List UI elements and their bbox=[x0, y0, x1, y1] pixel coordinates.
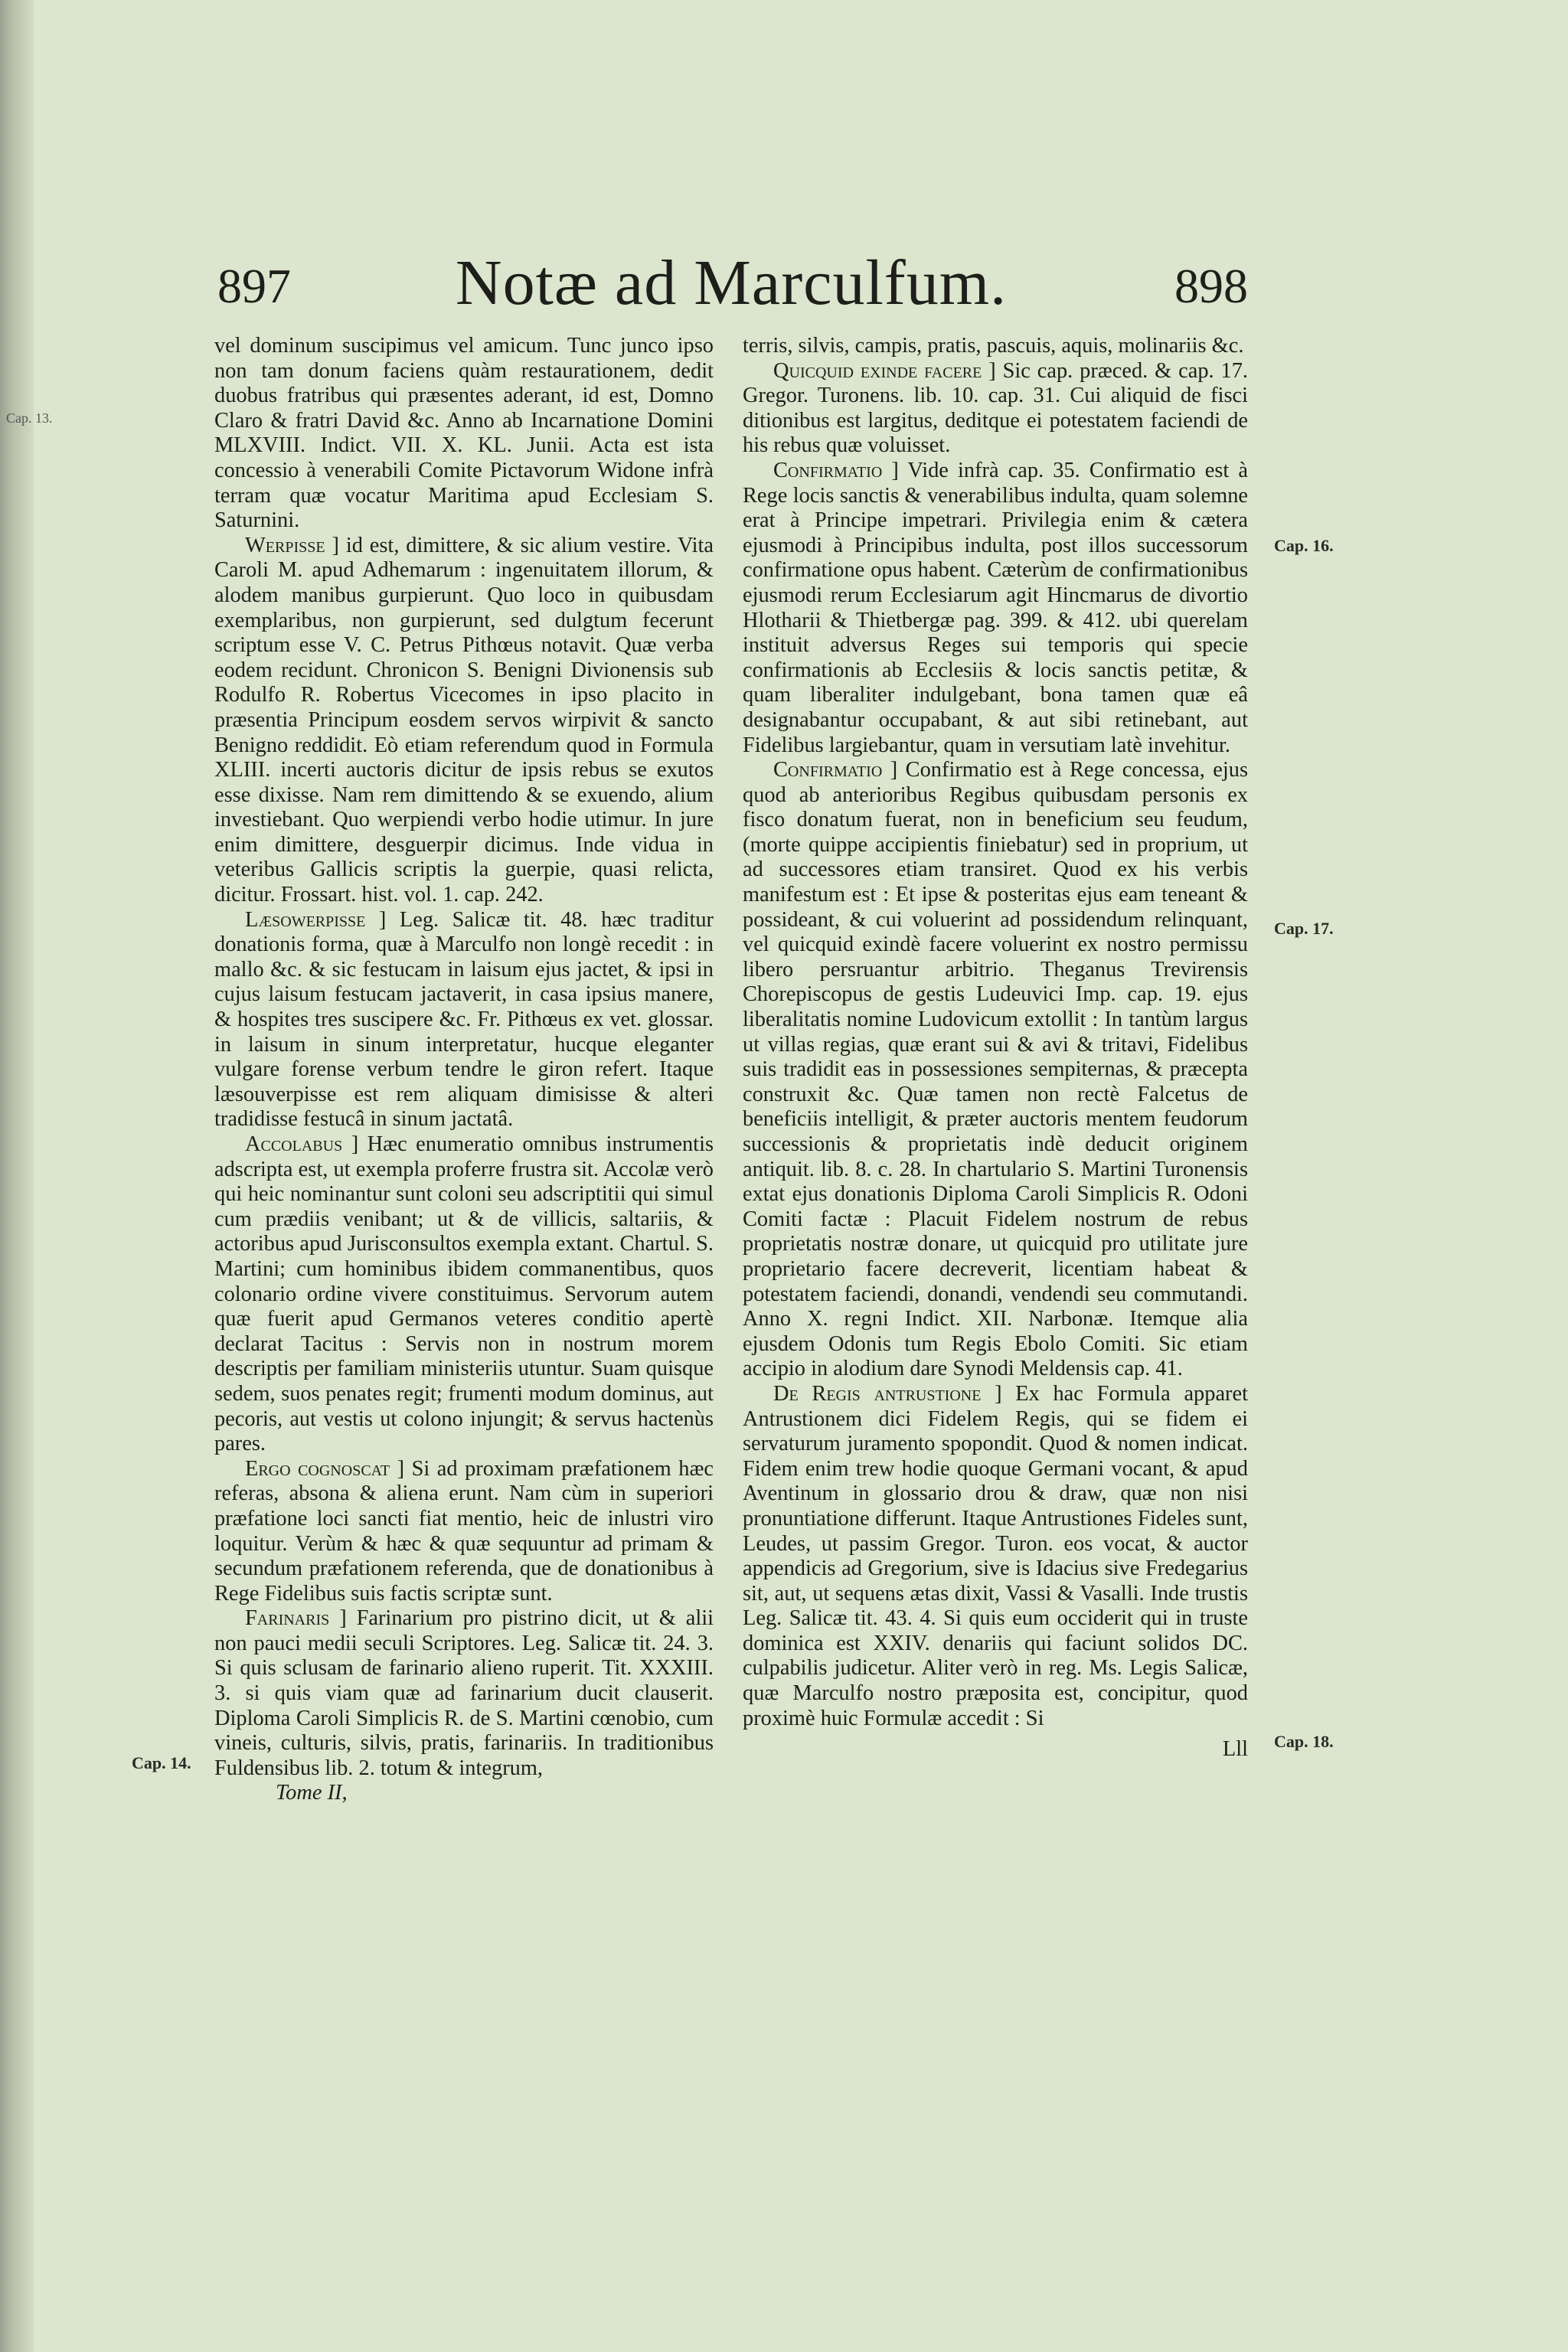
margin-note-cap16: Cap. 16. bbox=[1274, 536, 1334, 555]
gutter-note: Cap. 13. bbox=[6, 410, 53, 426]
paragraph bbox=[743, 758, 1248, 1382]
lemma: Confirmatio bbox=[773, 758, 883, 782]
lemma: Ergo cognoscat bbox=[245, 1456, 390, 1481]
left-page-number: 897 bbox=[217, 259, 291, 313]
paragraph bbox=[214, 1457, 714, 1607]
running-title: Notæ ad Marculfum. bbox=[455, 247, 1008, 318]
paragraph-text: ] Farinarium pro pistrino dicit, ut & alii non pauci medii seculi Scriptores. Leg. Salicæ tit. 24. 3. Si quis sclusam de farinario alieno ruperit. Tit. XXXIII. 3. si quis viam quæ ad farinarium ducit clauserit. Diploma Caroli Simplicis R. de S. Martini cœnobio, cum vineis, culturis, silvis, pratis, farinariis. In traditionibus Fuldensibus lib. 2. totum & integrum, bbox=[214, 1606, 714, 1780]
lemma: Farinaris bbox=[245, 1606, 330, 1631]
book-spine-shadow bbox=[0, 0, 34, 2352]
lemma: Werpisse bbox=[245, 533, 325, 557]
paragraph-text: ] Vide infrà cap. 35. Confirmatio est à Rege locis sanctis & venerabilibus indulta, quam solemne erat à Principe impetrari. Privilegia enim & cætera ejusmodi à Principibus indulta, post illos successorum confirmatione opus habent. Cæterùm de confirmationibus ejusmodi rerum Ecclesiarum agit Hincmarus de divortio Hlotharii & Thietbergæ pag. 399. & 412. ubi querelam instituit adversus Reges sui temporis qui specie confirmationis ab Ecclesiis & locis sanctis petitæ, & quam liberaliter indulgebant, bona tamen quæ eâ designabantur occupabant, & aut sibi retinebant, aut Fidelibus largiebantur, quam in versutiam latè invehitur. bbox=[743, 458, 1248, 757]
paragraph bbox=[214, 1606, 714, 1781]
paragraph-text: ] Si ad proximam præfationem hæc referas, absona & aliena erunt. Nam cùm in superiori præfatione loci sancti fiat mentio, heic de inlustri viro loquitur. Verùm & hæc & quæ sequuntur ad primam & secundum præfationem referenda, que de donationibus à Rege Fidelibus suis factis scriptæ sunt. bbox=[214, 1456, 714, 1606]
paragraph bbox=[214, 534, 714, 908]
paragraph bbox=[214, 908, 714, 1132]
lemma: Quicquid exinde facere bbox=[773, 358, 982, 383]
paragraph-text: ] Hæc enumeratio omnibus instrumentis adscripta est, ut exempla proferre frustra sit. Accolæ verò qui heic nominantur sunt coloni seu adscriptitii qui simul cum prædiis venibant; ut & de villicis, saltariis, & actoribus apud Jurisconsultos exempla extant. Chartul. S. Martini; cum hominibus ibidem commanentibus, quos colonario ordine vivere constituimus. Servorum autem quæ fuerit apud Germanos veteres conditio apertè declarat Tacitus : Servis non in nostrum morem descriptis per familiam ministeriis utuntur. Suam quisque sedem, suos penates regit; frumenti modum dominus, aut pecoris, aut vestis ut colono injungit; & servus hactenùs pares. bbox=[214, 1132, 714, 1456]
margin-note-cap14: Cap. 14. bbox=[132, 1753, 191, 1772]
signature-mark: Lll bbox=[1222, 1737, 1248, 1762]
paragraph-text: ] Leg. Salicæ tit. 48. hæc traditur donationis forma, quæ à Marculfo non longè recedit : in mallo &c. & sic festucam in laisum ejus jactet, & ipsi in cujus laisum festucam jactaverit, in casa ipsius manere, & hospites tres suscipere &c. Fr. Pithœus ex vet. glossar. in laisum in sinum interpretatur, hucque eleganter vulgare forense verbum tendre le giron refert. Itaque læsouverpisse est rem aliquam dimisisse & alteri tradidisse festucâ in sinum jactatâ. bbox=[214, 907, 714, 1132]
margin-note-cap17: Cap. 17. bbox=[1274, 919, 1334, 938]
lemma: De Regis antrustione bbox=[773, 1381, 982, 1406]
lemma: Confirmatio bbox=[773, 458, 883, 482]
page-header bbox=[214, 247, 1248, 335]
lemma: Accolabus bbox=[245, 1132, 343, 1156]
paragraph bbox=[743, 459, 1248, 758]
paragraph-text: ] Ex hac Formula apparet Antrustionem dici Fidelem Regis, qui se fidem ei servaturum juramento spopondit. Quod & nomen indicat. Fidem enim trew hodie quoque Germani vocant, & apud Aventinum in glossario drou & draw, quæ non nisi pronuntiatione differunt. Itaque Antrustiones Fideles sunt, Leudes, ut passim Gregor. Turon. eos vocat, & auctor appendicis ad Gregorium, sive is Idacius sive Fredegarius sit, aut, ut sequens ætas dixit, Vassi & Vasalli. Inde trustis Leg. Salicæ tit. 43. 4. Si quis eum occiderit qui in truste dominica est XXIV. denariis qui faciunt solidos DC. culpabilis judicetur. Aliter verò in reg. Ms. Legis Salicæ, quæ Marculfo nostro præposita est, concipitur, quod proximè huic Formulæ accedit : Si bbox=[743, 1381, 1248, 1730]
paragraph bbox=[743, 359, 1248, 459]
paragraph-text: ] id est, dimittere, & sic alium vestire. Vita Caroli M. apud Adhemarum : ingenuitatem illorum, & alodem manibus gurpierunt. Quo loco in quibusdam exemplaribus, non gurpierunt, sed dulgtum fecerunt scriptum esse V. C. Petrus Pithœus notavit. Quæ verba eodem recidunt. Chronicon S. Benigni Divionensis sub Rodulfo R. Robertus Vicecomes in ipso placito in præsentia Principum eosdem servos wirpivit & sancto Benigno reddidit. Eò etiam referendum quod in Formula XLIII. incerti auctoris dicitur de ipsis rebus se exutos esse dixisse. Nam rem dimittendo & se exuendo, alium investiebant. Quo werpiendi verbo hodie utimur. In jure enim dimittere, desguerpir dicimus. Inde vidua in veteribus Gallicis scriptis la guerpie, quasi relicta, dicitur. Frossart. hist. vol. 1. cap. 242. bbox=[214, 533, 714, 907]
volume-mark: Tome II, bbox=[276, 1781, 348, 1805]
paragraph-text: ] Confirmatio est à Rege concessa, ejus quod ab anterioribus Regibus quibusdam personis ex fisco donatum fuerat, non in beneficium seu feudum, (morte quippe accipientis finiebatur) sed in proprium, ut ad successores etiam transiret. Quod ex his verbis manifestum est : Et ipse & posteritas ejus eam teneant & possideant, & cui voluerint ad possidendum relinquant, vel quicquid exindè facere voluerint ex nostro permissu libero persruantur arbitrio. Theganus Trevirensis Chorepiscopus de gestis Ludeuvici Imp. cap. 19. ejus liberalitatis nomine Ludovicum extollit : In tantùm largus ut villas regias, quæ erant sui & avi & tritavi, Fidelibus suis tradidit eas in possessiones sempiternas, & præcepta construxit &c. Quæ tamen non rectè Falcetus de beneficiis intelligit, & præter auctoris mentem feudorum successionis & proprietatis indè deducit originem antiquit. lib. 8. c. 28. In chartulario S. Martini Turonensis extat ejus donationis Diploma Caroli Simplicis R. Odoni Comiti factæ : Placuit Fidelem nostrum de rebus proprietatis nostræ donare, ut quicquid pro utilitate jure proprietario facere decreverit, licentiam habeat & potestatem faciendi, donandi, vendendi seu commutandi. Anno X. regni Indict. XII. Narbonæ. Itemque alia ejusdem Odonis tum Regis Ebolo Comiti. Sic etiam accipio in alodium dare Synodi Meldensis cap. 41. bbox=[743, 758, 1248, 1381]
paragraph bbox=[743, 1382, 1248, 1731]
paragraph-text: ] Sic cap. præced. & cap. 17. Gregor. Turonens. lib. 10. cap. 31. Cui aliquid de fisci ditionibus est largitus, deditque ei potestatem faciendi de his rebus quæ voluisset. bbox=[743, 358, 1248, 458]
right-column bbox=[743, 334, 1248, 2301]
lemma: Læsowerpisse bbox=[245, 907, 366, 932]
left-column bbox=[214, 334, 714, 2301]
margin-note-cap18: Cap. 18. bbox=[1274, 1732, 1334, 1751]
paragraph: terris, silvis, campis, pratis, pascuis, aquis, molinariis &c. bbox=[743, 334, 1244, 358]
paragraph: vel dominum suscipimus vel amicum. Tunc junco ipso non tam donum faciens quàm restaurationem, dedit duobus fratribus qui præsentes aderant, id est, Domno Claro & fratri David &c. Anno ab Incarnatione Domini MLXVIII. Indict. VII. X. KL. Junii. Acta est ista concessio à venerabili Comite Pictavorum Widone infrà terram quæ vocatur Maritima apud Ecclesiam S. Saturnini. bbox=[214, 334, 714, 533]
right-page-number: 898 bbox=[1174, 259, 1248, 313]
paragraph bbox=[214, 1132, 714, 1457]
